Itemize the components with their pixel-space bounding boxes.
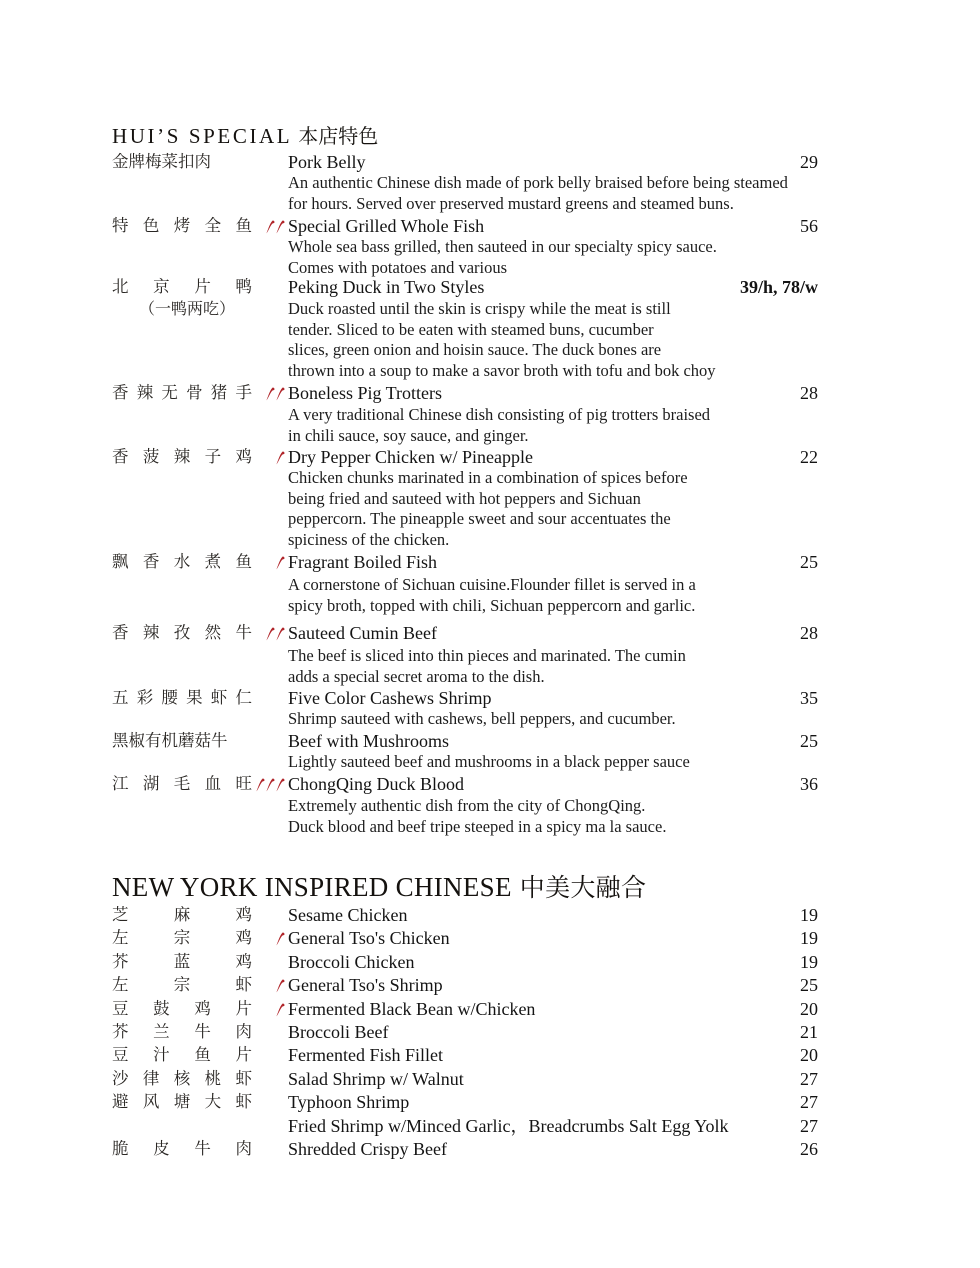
- item-name-english: Salad Shrimp w/ Walnut: [288, 1069, 464, 1089]
- item-description-line: Lightly sauteed beef and mushrooms in a black pepper sauce: [288, 752, 690, 771]
- item-name-english: Fragrant Boiled Fish: [288, 552, 437, 572]
- chili-pepper-icon: [276, 556, 285, 570]
- item-price: 35: [800, 688, 818, 708]
- item-name-chinese: 特色烤全鱼: [112, 216, 252, 235]
- item-name-chinese: 芥兰牛肉: [112, 1022, 252, 1041]
- item-name-chinese: 香菠辣子鸡: [112, 447, 252, 466]
- item-description-line: adds a special secret aroma to the dish.: [288, 666, 545, 686]
- item-name-chinese: 脆皮牛肉: [112, 1139, 252, 1158]
- item-price: 27: [800, 1069, 818, 1089]
- item-description-line: peppercorn. The pineapple sweet and sour accentuates the: [288, 509, 671, 528]
- chili-pepper-icon: [276, 220, 285, 234]
- chili-pepper-icon: [276, 451, 285, 465]
- item-name-english: Fermented Fish Fillet: [288, 1045, 443, 1065]
- item-name-english: General Tso's Shrimp: [288, 975, 443, 995]
- item-description-line: being fried and sauteed with hot peppers and Sichuan: [288, 488, 641, 508]
- item-name-english: Dry Pepper Chicken w/ Pineapple: [288, 447, 533, 467]
- section-heading-latin: NEW YORK INSPIRED CHINESE: [112, 872, 512, 902]
- spice-level-indicator: [276, 931, 285, 947]
- item-price: 22: [800, 447, 818, 467]
- chili-pepper-icon: [266, 220, 275, 234]
- item-name-english: Fermented Black Bean w/Chicken: [288, 999, 536, 1019]
- item-description-line: tender. Sliced to be eaten with steamed buns, cucumber: [288, 319, 654, 339]
- item-description-line: Chicken chunks marinated in a combination of spices before: [288, 468, 688, 487]
- item-description-line: spiciness of the chicken.: [288, 529, 450, 549]
- item-description-line: spicy broth, topped with chili, Sichuan peppercorn and garlic.: [288, 595, 696, 615]
- chili-pepper-icon: [266, 627, 275, 641]
- item-name-chinese: 香辣孜然牛: [112, 623, 252, 642]
- item-name-english: Sauteed Cumin Beef: [288, 623, 437, 643]
- chili-pepper-icon: [256, 778, 265, 792]
- item-description-line: Extremely authentic dish from the city of ChongQing.: [288, 796, 646, 815]
- item-description-line: The beef is sliced into thin pieces and marinated. The cumin: [288, 646, 686, 665]
- item-name-english: Special Grilled Whole Fish: [288, 216, 485, 236]
- section-heading-cjk: 本店特色: [298, 124, 379, 148]
- item-name-english: Typhoon Shrimp: [288, 1092, 410, 1112]
- item-name-chinese: 左宗鸡: [112, 928, 252, 947]
- spice-level-indicator: [276, 450, 285, 466]
- section-heading-cjk: 中美大融合: [519, 873, 647, 902]
- item-name-chinese: 金牌梅菜扣肉: [112, 152, 211, 171]
- item-description-line: Comes with potatoes and various: [288, 257, 508, 277]
- item-description-line: thrown into a soup to make a savor broth with tofu and bok choy: [288, 360, 716, 380]
- spice-level-indicator: [266, 386, 285, 402]
- item-name-chinese: 豆汁鱼片: [112, 1045, 252, 1064]
- section-heading-new-york-inspired: [112, 868, 646, 904]
- spice-level-indicator: [256, 777, 285, 793]
- section-heading-latin: HUI’S SPECIAL: [112, 124, 293, 148]
- item-price: 28: [800, 623, 818, 643]
- item-name-chinese-sub: （一鸭两吃）: [138, 299, 235, 318]
- item-price: 19: [800, 905, 818, 925]
- item-name-english: ChongQing Duck Blood: [288, 774, 465, 794]
- item-price: 21: [800, 1022, 818, 1042]
- spice-level-indicator: [276, 1002, 285, 1018]
- item-price: 36: [800, 774, 818, 794]
- item-name-english: Five Color Cashews Shrimp: [288, 688, 492, 708]
- item-name-chinese: 飘香水煮鱼: [112, 552, 252, 571]
- spice-level-indicator: [266, 626, 285, 642]
- chili-pepper-icon: [266, 778, 275, 792]
- item-name-chinese: 香辣无骨猪手: [112, 383, 252, 402]
- item-name-chinese: 芝麻鸡: [112, 905, 252, 924]
- item-price: 27: [800, 1116, 818, 1136]
- item-price: 26: [800, 1139, 818, 1159]
- item-price: 20: [800, 999, 818, 1019]
- item-name-chinese: 豆鼓鸡片: [112, 999, 252, 1018]
- item-description-line: Duck roasted until the skin is crispy while the meat is still: [288, 299, 671, 318]
- item-name-chinese: 芥蓝鸡: [112, 952, 252, 971]
- section-heading-huis-special: [112, 120, 378, 149]
- item-name-english: General Tso's Chicken: [288, 928, 450, 948]
- item-price: 27: [800, 1092, 818, 1112]
- chili-pepper-icon: [276, 979, 285, 993]
- chili-pepper-icon: [276, 932, 285, 946]
- item-description-line: Whole sea bass grilled, then sauteed in our specialty spicy sauce.: [288, 237, 717, 256]
- item-description-line: An authentic Chinese dish made of pork belly braised before being steamed: [288, 173, 788, 192]
- chili-pepper-icon: [266, 387, 275, 401]
- item-price: 19: [800, 952, 818, 972]
- item-name-english: Broccoli Beef: [288, 1022, 389, 1042]
- item-name-english: Broccoli Chicken: [288, 952, 415, 972]
- spice-level-indicator: [276, 555, 285, 571]
- item-name-english: Fried Shrimp w/Minced Garlic，Breadcrumbs Salt Egg Yolk: [288, 1116, 729, 1136]
- item-name-english: Pork Belly: [288, 152, 366, 172]
- item-price: 28: [800, 383, 818, 403]
- item-name-english: Peking Duck in Two Styles: [288, 277, 485, 297]
- chili-pepper-icon: [276, 778, 285, 792]
- spice-level-indicator: [266, 219, 285, 235]
- item-name-english: Beef with Mushrooms: [288, 731, 449, 751]
- item-price: 39/h, 78/w: [739, 277, 818, 297]
- item-name-chinese: 北京片鸭: [112, 277, 252, 296]
- chili-pepper-icon: [276, 1003, 285, 1017]
- item-name-english: Shredded Crispy Beef: [288, 1139, 447, 1159]
- item-description-line: for hours. Served over preserved mustard greens and steamed buns.: [288, 193, 734, 213]
- item-name-chinese: 避风塘大虾: [112, 1092, 252, 1111]
- item-description-line: A very traditional Chinese dish consisting of pig trotters braised: [288, 405, 711, 424]
- item-description-line: slices, green onion and hoisin sauce. The duck bones are: [288, 340, 662, 359]
- item-price: 25: [800, 552, 818, 572]
- spice-level-indicator: [276, 978, 285, 994]
- item-price: 19: [800, 928, 818, 948]
- item-price: 20: [800, 1045, 818, 1065]
- item-name-english: Sesame Chicken: [288, 905, 408, 925]
- item-name-english: Boneless Pig Trotters: [288, 383, 443, 403]
- item-description-line: Shrimp sauteed with cashews, bell peppers, and cucumber.: [288, 709, 676, 728]
- chili-pepper-icon: [276, 387, 285, 401]
- item-description-line: in chili sauce, soy sauce, and ginger.: [288, 425, 529, 445]
- item-name-chinese: 江湖毛血旺: [112, 774, 252, 793]
- item-price: 25: [800, 731, 818, 751]
- chili-pepper-icon: [276, 627, 285, 641]
- item-price: 29: [800, 152, 818, 172]
- item-price: 56: [800, 216, 818, 236]
- item-name-chinese: 黑椒有机蘑菇牛: [112, 731, 228, 750]
- item-description-line: Duck blood and beef tripe steeped in a spicy ma la sauce.: [288, 816, 667, 836]
- item-description-line: A cornerstone of Sichuan cuisine.Flounder fillet is served in a: [288, 575, 696, 594]
- item-name-chinese: 五彩腰果虾仁: [112, 688, 252, 707]
- item-name-chinese: 沙律核桃虾: [112, 1069, 252, 1088]
- item-name-chinese: 左宗虾: [112, 975, 252, 994]
- item-price: 25: [800, 975, 818, 995]
